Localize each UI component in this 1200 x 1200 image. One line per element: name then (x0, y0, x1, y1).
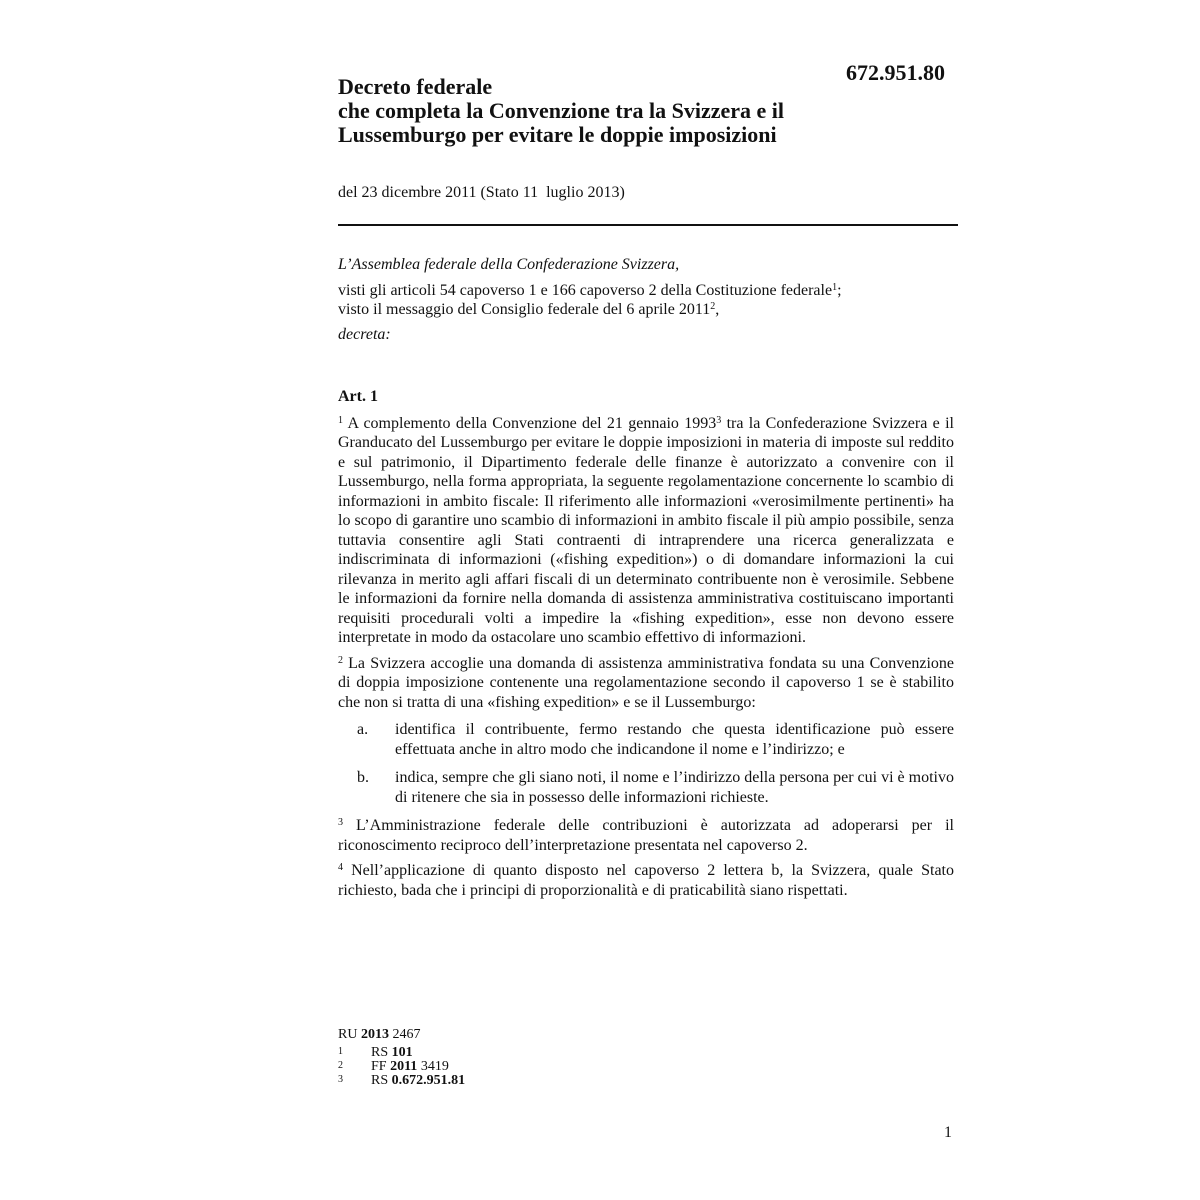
footnote-bold: 101 (391, 1045, 413, 1060)
paragraph-number: 2 (338, 654, 343, 666)
footnote (338, 1074, 738, 1088)
preamble-decreta: decreta: (338, 325, 391, 343)
page-number: 1 (944, 1124, 952, 1141)
title-line: Decreto federale (338, 74, 493, 99)
footnote-ref: 3 (716, 414, 722, 426)
list-text: identifica il contribuente, fermo restando che questa identificazione può essere effettuata anche in altro modo che indicandone il nome e l’indirizzo; e (395, 721, 954, 758)
footnote-text (371, 1060, 449, 1074)
footnote-text (371, 1074, 465, 1088)
ru-year: 2013 (360, 1027, 389, 1042)
article-heading: Art. 1 (338, 388, 378, 405)
document-date: del 23 dicembre 2011 (Stato 11 luglio 2013) (338, 184, 625, 201)
list-text: indica, sempre che gli siano noti, il nome e l’indirizzo della persona per cui vi è motivo di ritenere che sia in possesso delle informazioni richieste. (395, 769, 954, 806)
list-letter: b. (357, 769, 369, 786)
paragraph-2 (338, 654, 954, 713)
preamble-line-text: visti gli articoli 54 capoverso 1 e 166 capoverso 2 della Costituzione federale (338, 281, 833, 299)
article-1 (338, 387, 954, 906)
paragraph-3 (338, 816, 954, 855)
preamble-line (338, 281, 958, 301)
footnote-prefix: FF (371, 1059, 391, 1074)
footnote-prefix: RS (371, 1045, 392, 1060)
footnote-number: 1 (338, 1046, 343, 1057)
paragraph-number: 4 (338, 862, 343, 873)
footnote (338, 1060, 738, 1074)
paragraph-4 (338, 861, 954, 900)
letter-list (338, 720, 954, 807)
list-item (338, 768, 954, 807)
ru-page: 2467 (388, 1027, 421, 1042)
ru-prefix: RU (338, 1027, 361, 1042)
preamble-line (338, 300, 958, 320)
footnote-bold: 0.672.951.81 (391, 1073, 466, 1088)
paragraph-text: tra la Confederazione Svizzera e il Granducato del Lussemburgo per evitare le doppie imposizioni in materia di imposte sul reddito e sul patrimonio, il Dipartimento federale delle finanze è autorizzato a convenire con il Lussemburgo, nella forma appropriata, la seguente regolamentazione concernente lo scambio di informazioni in ambito fiscale: Il riferimento alle informazioni «verosimilmente pertinenti» ha lo scopo di garantire uno scambio di informazioni in ambito fiscale il più ampio possibile, senza tuttavia consentire agli Stati contraenti di intraprendere una ricerca generalizzata e indiscriminata di informazioni («fishing expedition») o di domandare informazioni la cui rilevanza in merito agli affari fiscali di un determinato contribuente non è verosimile. Sebbene le informazioni da fornire nella domanda di assistenza amministrativa costituiscano importanti requisiti procedurali volti a impedire la «fishing expedition», esse non devono essere interpretate in modo da ostacolare uno scambio effettivo di informazioni. (338, 414, 954, 646)
preamble (338, 255, 958, 344)
preamble-line-end: , (715, 301, 720, 318)
list-item (338, 720, 954, 759)
sr-number: 672.951.80 (846, 60, 945, 85)
header-divider (338, 224, 958, 226)
preamble-line-text: visto il messaggio del Consiglio federale del 6 aprile 2011 (338, 301, 711, 318)
paragraph-text: L’Amministrazione federale delle contribuzioni è autorizzata ad adoperarsi per il riconoscimento reciproco dell’interpretazione presentata nel capoverso 2. (338, 817, 954, 854)
paragraph-text: A complemento della Convenzione del 21 gennaio 1993 (343, 414, 717, 432)
document-title (338, 75, 898, 147)
footnote-text (371, 1046, 413, 1060)
preamble-line-end: ; (837, 281, 842, 299)
paragraph-text: Nell’applicazione di quanto disposto nel capoverso 2 lettera b, la Svizzera, quale Stato richiesto, bada che i principi di proporzionalità e di praticabilità siano rispettati. (338, 862, 954, 899)
title-line: che completa la Convenzione tra la Svizzera e il (338, 98, 785, 123)
footnote (338, 1046, 738, 1060)
footnote-ref: 2 (710, 301, 716, 312)
footnote-suffix: 3419 (417, 1059, 449, 1074)
footnote-number: 2 (338, 1060, 343, 1071)
paragraph-number: 3 (338, 817, 343, 828)
footnote-ref: 1 (832, 281, 838, 293)
footnote-prefix: RS (371, 1073, 392, 1088)
footnotes (338, 1028, 738, 1088)
footnote-number: 3 (338, 1074, 343, 1085)
paragraph-number: 1 (338, 414, 343, 426)
official-collection-ref (338, 1028, 738, 1042)
paragraph-text: La Svizzera accoglie una domanda di assistenza amministrativa fondata su una Convenzione di doppia imposizione contenente una regolamentazione secondo il capoverso 1 se è stabilito che non si tratta di una «fishing expedition» e se il Lussemburgo: (338, 654, 954, 711)
preamble-issuer: L’Assemblea federale della Confederazione Svizzera, (338, 256, 680, 273)
list-letter: a. (357, 721, 369, 738)
footnote-bold: 2011 (390, 1059, 418, 1074)
paragraph-1 (338, 414, 954, 648)
title-line: Lussemburgo per evitare le doppie imposizioni (338, 122, 777, 147)
